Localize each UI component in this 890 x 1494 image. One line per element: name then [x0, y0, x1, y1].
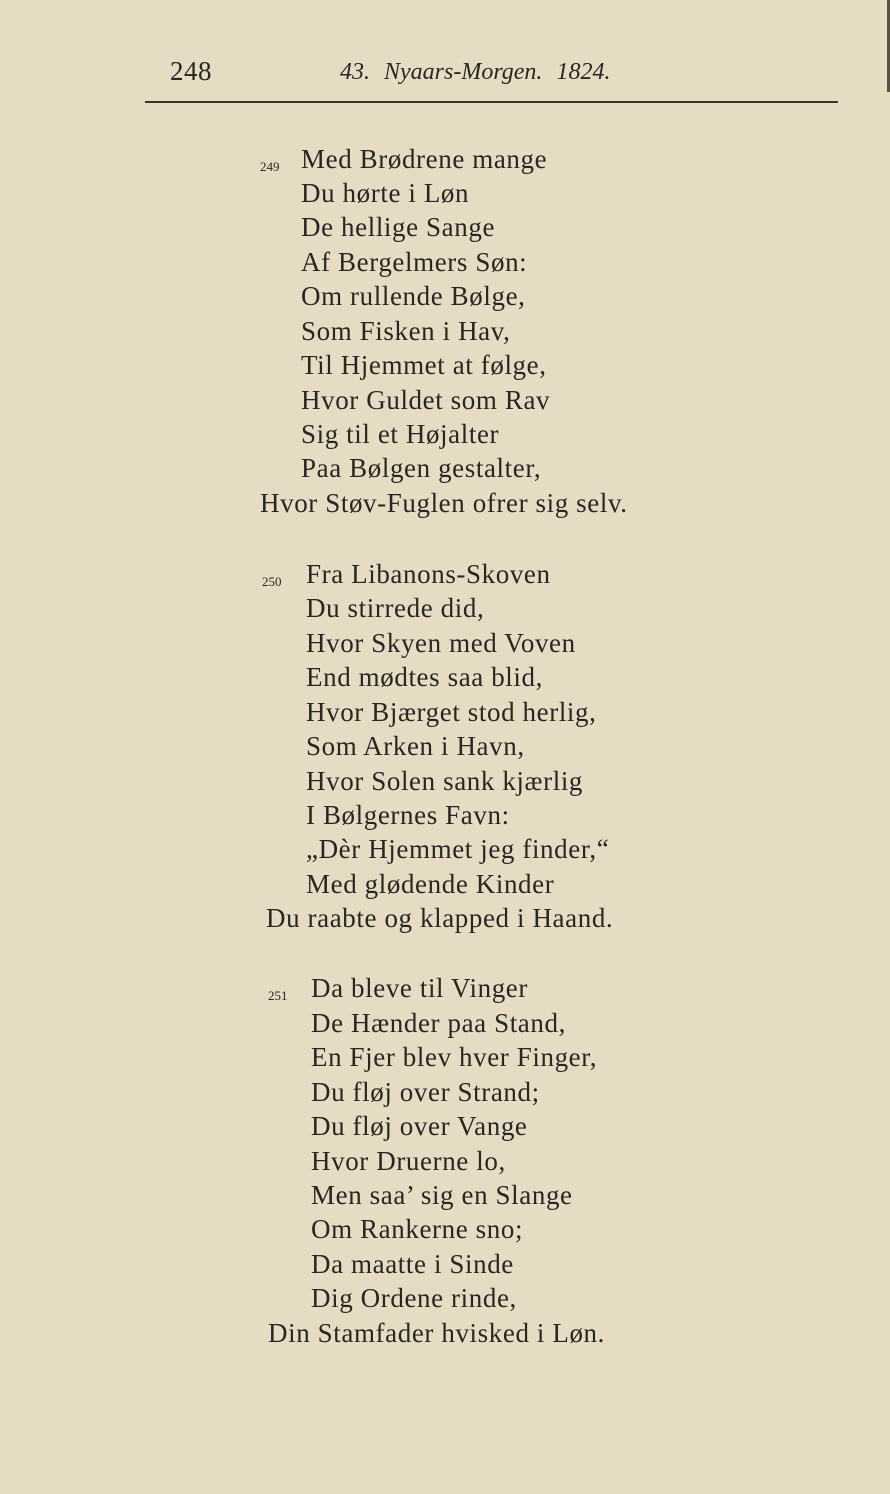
verse-line: Da bleve til Vinger — [311, 973, 528, 1003]
poem-title: Nyaars-Morgen. — [384, 59, 543, 85]
verse-line: Af Bergelmers Søn: — [301, 247, 528, 277]
verse-line: „Dèr Hjemmet jeg finder,“ — [306, 834, 610, 864]
verse-line: Om Rankerne sno; — [311, 1214, 524, 1244]
verse-line: Hvor Støv-Fuglen ofrer sig selv. — [260, 488, 628, 518]
verse-line: Du stirrede did, — [306, 593, 485, 623]
poem-year: 1824. — [556, 59, 611, 85]
page-number: 248 — [170, 56, 212, 86]
stanza-number: 249 — [260, 159, 280, 174]
poem-number: 43. — [340, 59, 370, 85]
verse-line: Sig til et Højalter — [301, 419, 500, 449]
verse-line: Da maatte i Sinde — [311, 1249, 514, 1279]
verse-line: I Bølgernes Favn: — [306, 800, 510, 830]
verse-line: Du hørte i Løn — [301, 178, 470, 208]
verse-line: Paa Bølgen gestalter, — [301, 453, 542, 483]
verse-line: Med Brødrene mange — [301, 144, 548, 174]
verse-line: Du fløj over Vange — [311, 1111, 528, 1141]
verse-line: Hvor Guldet som Rav — [301, 385, 551, 415]
verse-line: Dig Ordene rinde, — [311, 1283, 517, 1313]
verse-line: Med glødende Kinder — [306, 869, 555, 899]
verse-line: Som Fisken i Hav, — [301, 316, 511, 346]
verse-line: Men saa’ sig en Slange — [311, 1180, 573, 1210]
stanza-number: 251 — [268, 988, 288, 1003]
verse-line: Hvor Solen sank kjærlig — [306, 766, 584, 796]
verse-line: End mødtes saa blid, — [306, 662, 543, 692]
verse-line: Om rullende Bølge, — [301, 281, 526, 311]
stanza-number: 250 — [262, 574, 282, 589]
verse-line: Hvor Skyen med Voven — [306, 628, 576, 658]
running-header — [0, 56, 890, 96]
verse-line: Fra Libanons-Skoven — [306, 559, 551, 589]
verse-line: Som Arken i Havn, — [306, 731, 525, 761]
verse-line: Du raabte og klapped i Haand. — [266, 903, 614, 933]
verse-line: De Hænder paa Stand, — [311, 1008, 566, 1038]
header-rule — [145, 101, 838, 103]
verse-line: Du fløj over Strand; — [311, 1077, 540, 1107]
verse-line: De hellige Sange — [301, 212, 496, 242]
verse-line: Til Hjemmet at følge, — [301, 350, 547, 380]
verse-line: En Fjer blev hver Finger, — [311, 1042, 598, 1072]
verse-line: Din Stamfader hvisked i Løn. — [268, 1318, 605, 1348]
verse-line: Hvor Druerne lo, — [311, 1146, 506, 1176]
running-title — [340, 59, 624, 86]
verse-line: Hvor Bjærget stod herlig, — [306, 697, 597, 727]
